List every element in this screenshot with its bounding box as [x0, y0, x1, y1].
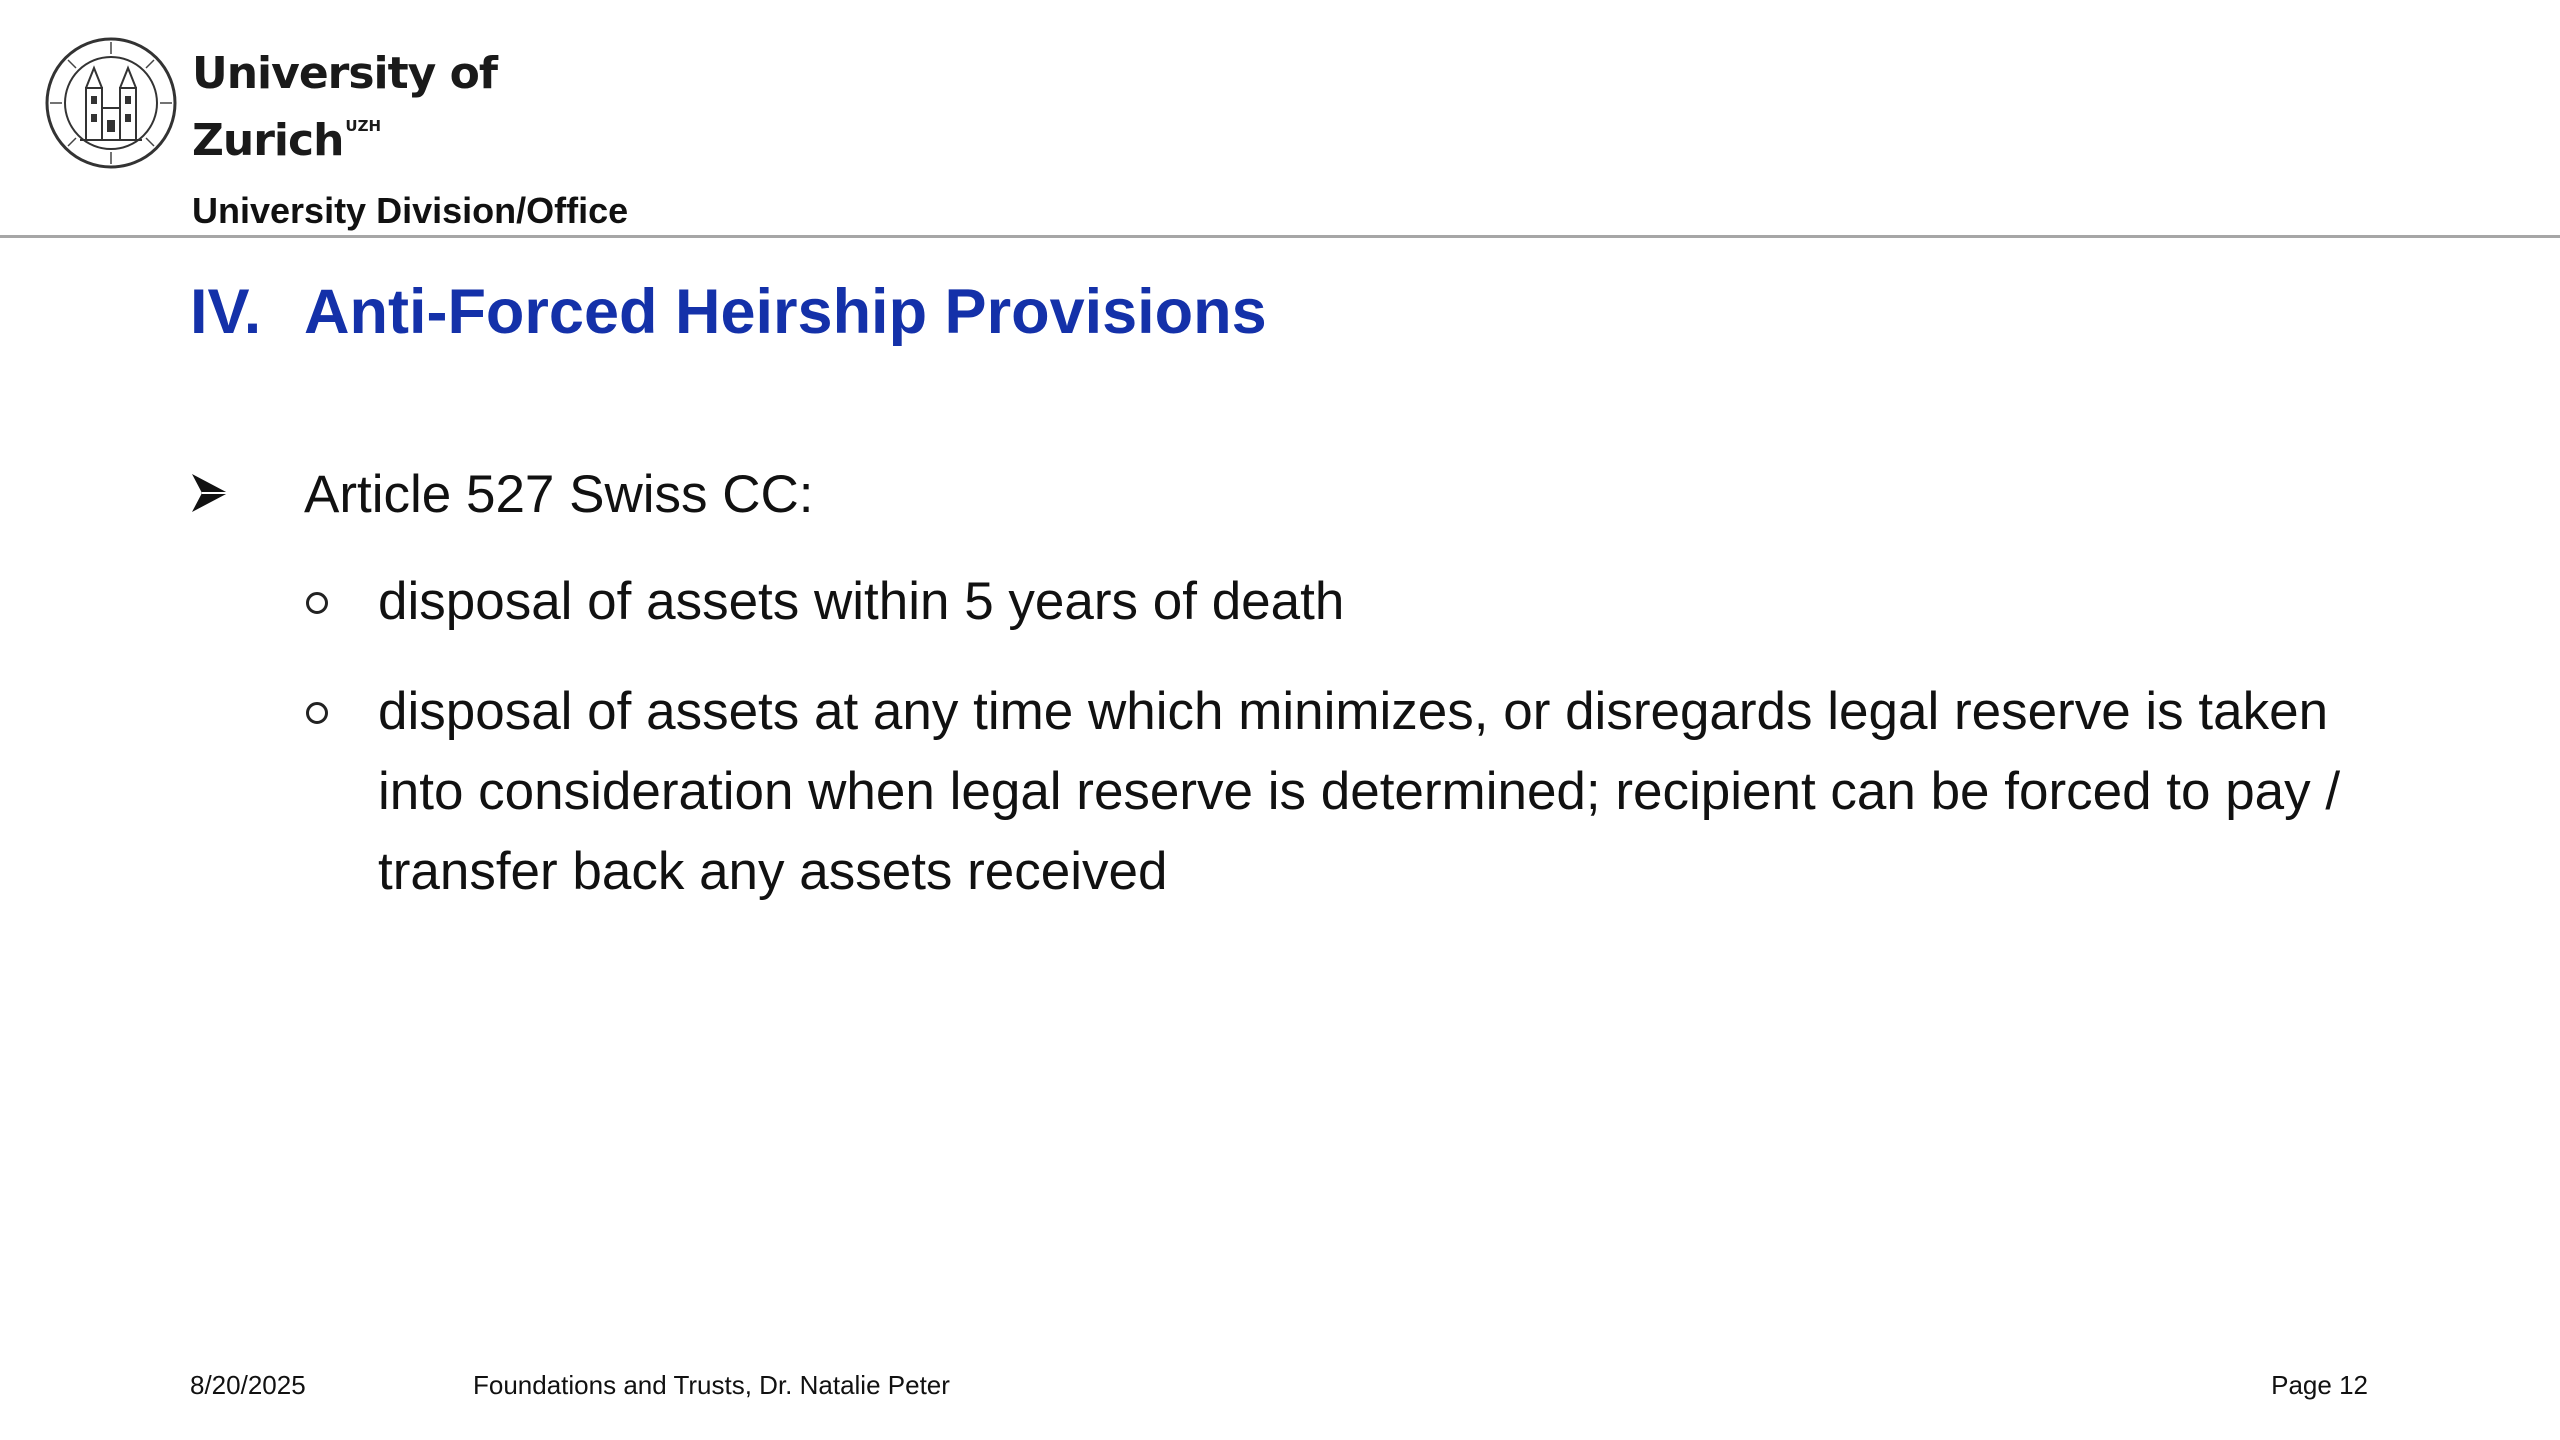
arrowhead-bullet-icon — [190, 472, 230, 514]
wordmark-superscript: UZH — [345, 117, 382, 135]
division-label: University Division/Office — [192, 190, 629, 231]
wordmark-line1: University of — [192, 48, 498, 99]
university-wordmark — [192, 48, 497, 167]
title-number: IV. — [190, 277, 262, 347]
title-text: Anti-Forced Heirship Provisions — [304, 277, 1267, 347]
wordmark-zurich: Zurich — [192, 115, 344, 166]
footer-course: Foundations and Trusts, Dr. Natalie Peter — [473, 1370, 950, 1400]
footer-date: 8/20/2025 — [190, 1370, 306, 1400]
header-divider — [0, 235, 2560, 238]
wordmark-line2 — [192, 100, 381, 167]
sub-bullet-text: disposal of assets within 5 years of death — [378, 572, 1345, 631]
bullet-text: Article 527 Swiss CC: — [304, 465, 814, 524]
footer-page-number: Page 12 — [2271, 1370, 2368, 1400]
hollow-circle-bullet-icon — [306, 702, 328, 724]
sub-bullet-text: disposal of assets at any time which minimizes, or disregards legal reserve is taken into consideration when legal reserve is determined; recipient can be forced to pay / transfer back any assets received — [378, 682, 2341, 901]
hollow-circle-bullet-icon — [306, 592, 328, 614]
university-seal-icon — [44, 36, 178, 170]
